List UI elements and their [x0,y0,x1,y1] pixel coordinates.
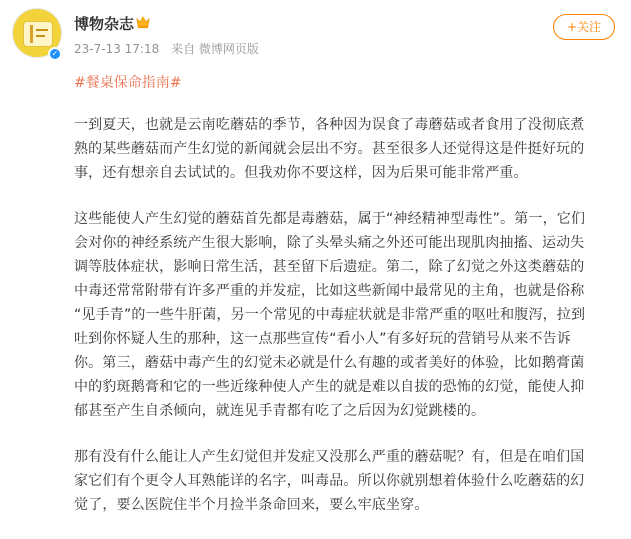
text-line: 中的豹斑鹅膏和它的一些近缘种使人产生的就是难以自拔的恐怖的幻觉，能使人抑 [74,379,585,395]
text-line: 觉了，要么医院住半个月捡半条命回来，要么牢底坐穿。 [74,497,429,513]
post-source: 来自 微博网页版 [171,42,259,56]
text-line: 那有没有什么能让人产生幻觉但并发症又没那么严重的蘑菇呢？有，但是在咱们国 [74,449,585,465]
topic-hashtag-link[interactable]: #餐桌保命指南# [74,75,182,91]
text-line: 家它们有个更令人耳熟能详的名字，叫毒品。所以你就别想着体验什么吃蘑菇的幻 [74,473,585,489]
post-body [74,113,628,539]
post-timestamp[interactable]: 23-7-13 17:18 [74,42,160,56]
text-line: 调等肢体症状，影响日常生活，甚至留下后遗症。第二，除了幻觉之外这类蘑菇的 [74,259,585,275]
text-line: 郁甚至产生自杀倾向，就连见手青都有吃了之后因为幻觉跳楼的。 [74,403,486,419]
post-paragraph [74,113,628,185]
text-line: 中毒还常常附带有许多严重的并发症，比如这些新闻中最常见的主角，也就是俗称 [74,283,585,299]
post-meta [74,40,267,57]
post-paragraph [74,445,628,517]
vip-crown-icon [135,15,151,29]
text-line: “见手青”的一些牛肝菌，另一个常见的中毒症状就是非常严重的呕吐和腹泻，拉到 [74,307,586,323]
text-line: 这些能使人产生幻觉的蘑菇首先都是毒蘑菇，属于“神经精神型毒性”。第一，它们 [74,211,586,227]
verified-badge-icon: ✓ [48,47,62,61]
text-line: 事，还有想亲自去试试的。但我劝你不要这样，因为后果可能非常严重。 [74,165,528,181]
text-line: 会对你的神经系统产生很大影响，除了头晕头痛之外还可能出现肌肉抽搐、运动失 [74,235,585,251]
follow-button[interactable]: +关注 [553,14,615,40]
text-line: 熟的某些蘑菇而产生幻觉的新闻就会层出不穷。甚至很多人还觉得这是件挺好玩的 [74,141,585,157]
post-paragraph [74,207,628,423]
text-line: 你。第三，蘑菇中毒产生的幻觉未必就是什么有趣的或者美好的体验，比如鹅膏菌 [74,355,585,371]
post-header [0,0,631,70]
text-line: 一到夏天，也就是云南吃蘑菇的季节，各种因为误食了毒蘑菇或者食用了没彻底煮 [74,117,585,133]
username[interactable]: 博物杂志 [74,15,135,33]
magazine-logo-icon [23,21,53,47]
text-line: 吐到你怀疑人生的那种，这一点那些宣传“看小人”有多好玩的营销号从来不告诉 [74,331,571,347]
